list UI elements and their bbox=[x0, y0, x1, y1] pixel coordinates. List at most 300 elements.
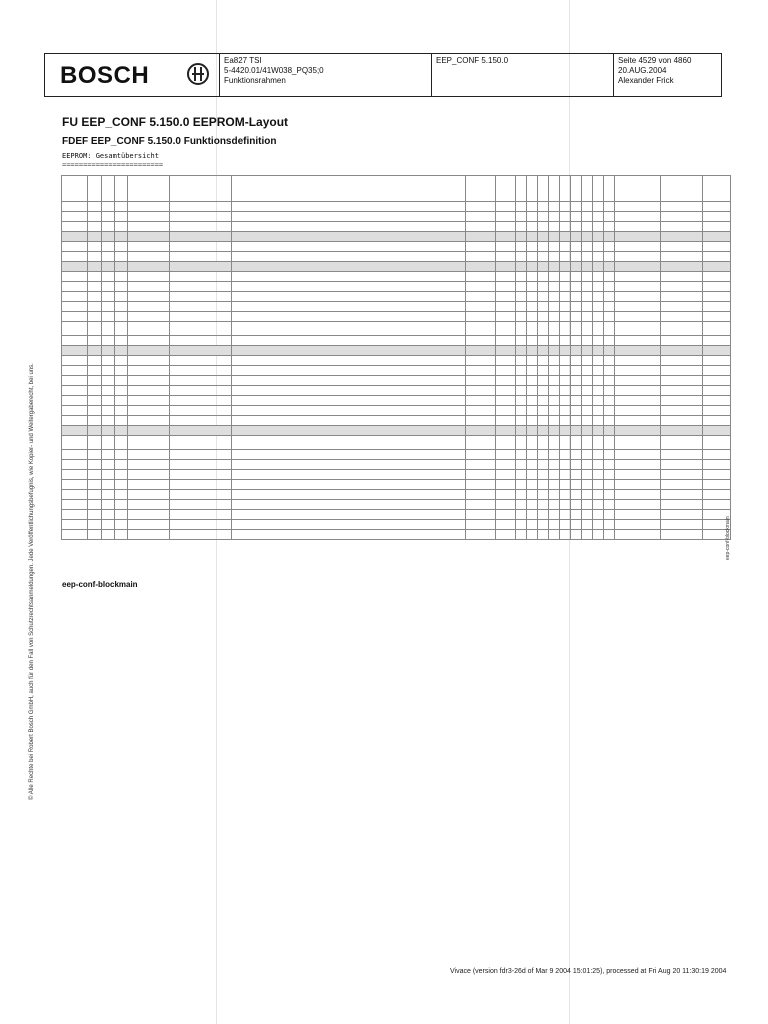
table-cell bbox=[527, 232, 538, 242]
table-cell bbox=[615, 242, 661, 252]
table-cell bbox=[549, 386, 560, 396]
table-cell bbox=[703, 406, 731, 416]
table-cell bbox=[703, 436, 731, 450]
table-cell bbox=[102, 480, 115, 490]
table-cell bbox=[549, 282, 560, 292]
table-cell bbox=[466, 426, 496, 436]
table-cell bbox=[115, 366, 128, 376]
table-cell bbox=[549, 366, 560, 376]
table-cell bbox=[593, 520, 604, 530]
table-cell bbox=[466, 450, 496, 460]
table-cell bbox=[170, 480, 232, 490]
table-cell bbox=[466, 252, 496, 262]
table-cell bbox=[62, 520, 88, 530]
table-cell bbox=[128, 490, 170, 500]
table-cell bbox=[571, 426, 582, 436]
table-cell bbox=[62, 262, 88, 272]
table-cell bbox=[466, 232, 496, 242]
table-cell bbox=[604, 450, 615, 460]
table-cell bbox=[115, 346, 128, 356]
table-cell bbox=[62, 322, 88, 336]
table-cell bbox=[538, 312, 549, 322]
table-cell bbox=[604, 302, 615, 312]
table-cell bbox=[466, 480, 496, 490]
table-cell bbox=[88, 312, 102, 322]
table-cell bbox=[62, 470, 88, 480]
table-cell bbox=[496, 450, 516, 460]
table-cell bbox=[527, 252, 538, 262]
table-cell bbox=[560, 252, 571, 262]
table-cell bbox=[593, 460, 604, 470]
table-cell bbox=[88, 436, 102, 450]
table-cell bbox=[703, 396, 731, 406]
table-cell bbox=[538, 520, 549, 530]
table-cell bbox=[102, 416, 115, 426]
column-header bbox=[466, 176, 496, 202]
table-cell bbox=[582, 322, 593, 336]
table-cell bbox=[62, 202, 88, 212]
table-cell bbox=[115, 242, 128, 252]
table-cell bbox=[703, 282, 731, 292]
table-cell bbox=[170, 530, 232, 540]
table-cell bbox=[571, 406, 582, 416]
table-cell bbox=[538, 222, 549, 232]
table-cell bbox=[88, 416, 102, 426]
table-cell bbox=[549, 480, 560, 490]
table-cell bbox=[102, 222, 115, 232]
table-cell bbox=[527, 356, 538, 366]
table-cell bbox=[232, 376, 466, 386]
table-cell bbox=[128, 426, 170, 436]
table-cell bbox=[516, 282, 527, 292]
table-cell bbox=[615, 510, 661, 520]
table-cell bbox=[102, 346, 115, 356]
table-cell bbox=[527, 406, 538, 416]
table-cell bbox=[115, 232, 128, 242]
table-cell bbox=[232, 302, 466, 312]
table-cell bbox=[102, 376, 115, 386]
table-cell bbox=[466, 346, 496, 356]
table-cell bbox=[128, 292, 170, 302]
table-cell bbox=[527, 242, 538, 252]
table-cell bbox=[115, 450, 128, 460]
table-cell bbox=[582, 232, 593, 242]
table-cell bbox=[516, 242, 527, 252]
column-header bbox=[582, 176, 593, 202]
doc-info-line: Ea827 TSI bbox=[224, 56, 262, 65]
table-cell bbox=[170, 460, 232, 470]
table-cell bbox=[170, 242, 232, 252]
table-cell bbox=[88, 396, 102, 406]
table-cell bbox=[661, 510, 703, 520]
table-cell bbox=[527, 366, 538, 376]
table-cell bbox=[496, 312, 516, 322]
table-cell bbox=[115, 322, 128, 336]
table-cell bbox=[466, 436, 496, 450]
table-cell bbox=[549, 202, 560, 212]
table-cell bbox=[466, 416, 496, 426]
table-cell bbox=[582, 252, 593, 262]
table-cell bbox=[88, 252, 102, 262]
table-cell bbox=[582, 312, 593, 322]
table-cell bbox=[593, 202, 604, 212]
table-cell bbox=[496, 470, 516, 480]
table-cell bbox=[604, 460, 615, 470]
table-cell bbox=[496, 282, 516, 292]
table-cell bbox=[604, 212, 615, 222]
table-cell bbox=[549, 212, 560, 222]
table-cell bbox=[88, 386, 102, 396]
table-cell bbox=[604, 356, 615, 366]
table-cell bbox=[62, 386, 88, 396]
table-cell bbox=[560, 500, 571, 510]
table-cell bbox=[571, 302, 582, 312]
table-cell bbox=[496, 530, 516, 540]
table-cell bbox=[571, 436, 582, 450]
table-cell bbox=[571, 460, 582, 470]
table-cell bbox=[128, 416, 170, 426]
table-cell bbox=[615, 336, 661, 346]
table-cell bbox=[466, 212, 496, 222]
table-cell bbox=[527, 530, 538, 540]
section-title: FDEF EEP_CONF 5.150.0 Funktionsdefinition bbox=[62, 136, 277, 147]
table-cell bbox=[549, 302, 560, 312]
table-cell bbox=[115, 386, 128, 396]
table-cell bbox=[604, 520, 615, 530]
table-cell bbox=[538, 322, 549, 336]
table-cell bbox=[527, 312, 538, 322]
table-cell bbox=[571, 262, 582, 272]
table-cell bbox=[102, 396, 115, 406]
table-cell bbox=[466, 470, 496, 480]
table-cell bbox=[466, 366, 496, 376]
table-cell bbox=[102, 302, 115, 312]
column-header bbox=[593, 176, 604, 202]
table-cell bbox=[115, 470, 128, 480]
column-header bbox=[571, 176, 582, 202]
table-cell bbox=[604, 262, 615, 272]
table-cell bbox=[170, 356, 232, 366]
table-cell bbox=[615, 312, 661, 322]
table-cell bbox=[115, 396, 128, 406]
table-cell bbox=[593, 346, 604, 356]
table-cell bbox=[466, 322, 496, 336]
table-cell bbox=[170, 272, 232, 282]
table-cell bbox=[516, 252, 527, 262]
table-cell bbox=[661, 376, 703, 386]
table-cell bbox=[516, 490, 527, 500]
table-cell bbox=[538, 282, 549, 292]
table-cell bbox=[549, 510, 560, 520]
table-cell bbox=[128, 356, 170, 366]
table-cell bbox=[232, 272, 466, 282]
eeprom-layout-table bbox=[61, 175, 731, 540]
table-cell bbox=[703, 426, 731, 436]
table-cell bbox=[88, 202, 102, 212]
table-cell bbox=[128, 376, 170, 386]
table-cell bbox=[102, 212, 115, 222]
table-cell bbox=[582, 500, 593, 510]
table-cell bbox=[62, 426, 88, 436]
table-cell bbox=[62, 312, 88, 322]
table-cell bbox=[232, 426, 466, 436]
table-cell bbox=[102, 292, 115, 302]
table-cell bbox=[661, 480, 703, 490]
table-cell bbox=[88, 450, 102, 460]
table-cell bbox=[128, 470, 170, 480]
table-cell bbox=[549, 396, 560, 406]
table-cell bbox=[115, 520, 128, 530]
table-cell bbox=[582, 336, 593, 346]
table-cell bbox=[466, 202, 496, 212]
table-cell bbox=[516, 470, 527, 480]
table-cell bbox=[232, 396, 466, 406]
table-row bbox=[62, 242, 731, 252]
table-cell bbox=[538, 202, 549, 212]
table-cell bbox=[527, 436, 538, 450]
table-cell bbox=[661, 262, 703, 272]
table-cell bbox=[170, 202, 232, 212]
table-cell bbox=[593, 302, 604, 312]
table-cell bbox=[593, 426, 604, 436]
table-cell bbox=[582, 272, 593, 282]
table-cell bbox=[593, 530, 604, 540]
table-cell bbox=[466, 356, 496, 366]
table-cell bbox=[571, 312, 582, 322]
table-cell bbox=[115, 212, 128, 222]
table-cell bbox=[615, 396, 661, 406]
table-cell bbox=[604, 530, 615, 540]
title-underline: ======================== bbox=[62, 161, 164, 169]
table-cell bbox=[496, 252, 516, 262]
table-cell bbox=[661, 302, 703, 312]
table-cell bbox=[102, 500, 115, 510]
table-cell bbox=[661, 396, 703, 406]
table-cell bbox=[496, 356, 516, 366]
table-cell bbox=[232, 500, 466, 510]
table-cell bbox=[102, 406, 115, 416]
table-cell bbox=[102, 282, 115, 292]
table-cell bbox=[527, 322, 538, 336]
table-cell bbox=[582, 480, 593, 490]
table-cell bbox=[593, 386, 604, 396]
table-cell bbox=[593, 470, 604, 480]
column-header bbox=[170, 176, 232, 202]
table-cell bbox=[128, 232, 170, 242]
table-cell bbox=[604, 366, 615, 376]
table-cell bbox=[571, 470, 582, 480]
table-cell bbox=[102, 322, 115, 336]
table-cell bbox=[527, 480, 538, 490]
table-cell bbox=[604, 396, 615, 406]
module-cell bbox=[431, 54, 613, 96]
table-cell bbox=[549, 376, 560, 386]
table-cell bbox=[571, 282, 582, 292]
table-cell bbox=[466, 222, 496, 232]
page-number: Seite 4529 von 4860 bbox=[618, 56, 692, 65]
table-cell bbox=[115, 282, 128, 292]
table-cell bbox=[102, 272, 115, 282]
table-cell bbox=[593, 490, 604, 500]
table-cell bbox=[115, 292, 128, 302]
table-row bbox=[62, 426, 731, 436]
table-cell bbox=[560, 386, 571, 396]
table-cell bbox=[516, 500, 527, 510]
table-cell bbox=[593, 282, 604, 292]
table-cell bbox=[703, 366, 731, 376]
figure-caption: eep-conf-blockmain bbox=[62, 580, 138, 589]
table-cell bbox=[703, 212, 731, 222]
table-cell bbox=[593, 336, 604, 346]
table-cell bbox=[703, 262, 731, 272]
table-cell bbox=[62, 480, 88, 490]
table-cell bbox=[62, 416, 88, 426]
table-cell bbox=[560, 346, 571, 356]
table-cell bbox=[88, 232, 102, 242]
table-cell bbox=[128, 450, 170, 460]
table-cell bbox=[615, 202, 661, 212]
table-cell bbox=[703, 416, 731, 426]
table-row bbox=[62, 252, 731, 262]
table-cell bbox=[88, 356, 102, 366]
column-header bbox=[527, 176, 538, 202]
table-row bbox=[62, 436, 731, 450]
table-row bbox=[62, 212, 731, 222]
table-cell bbox=[62, 252, 88, 262]
table-cell bbox=[703, 356, 731, 366]
table-cell bbox=[496, 322, 516, 336]
table-cell bbox=[560, 272, 571, 282]
table-cell bbox=[615, 346, 661, 356]
table-cell bbox=[62, 460, 88, 470]
table-cell bbox=[703, 242, 731, 252]
table-cell bbox=[604, 510, 615, 520]
table-cell bbox=[88, 366, 102, 376]
table-cell bbox=[62, 212, 88, 222]
copyright-notice: © Alle Rechte bei Robert Bosch GmbH, auch für den Fall von Schutzrechtsanmeldungen. Jede Veröffentlichungsbefugnis, wie Kopier- und Weitergaberecht, bei uns. bbox=[29, 363, 35, 800]
table-cell bbox=[571, 386, 582, 396]
table-cell bbox=[582, 530, 593, 540]
table-cell bbox=[516, 480, 527, 490]
table-cell bbox=[582, 520, 593, 530]
column-header bbox=[604, 176, 615, 202]
table-cell bbox=[560, 470, 571, 480]
table-cell bbox=[466, 292, 496, 302]
table-cell bbox=[102, 520, 115, 530]
column-header bbox=[560, 176, 571, 202]
column-header bbox=[516, 176, 527, 202]
table-cell bbox=[582, 356, 593, 366]
table-cell bbox=[170, 252, 232, 262]
table-cell bbox=[661, 322, 703, 336]
table-cell bbox=[703, 312, 731, 322]
table-cell bbox=[571, 510, 582, 520]
table-cell bbox=[549, 530, 560, 540]
table-cell bbox=[516, 386, 527, 396]
table-row bbox=[62, 366, 731, 376]
table-cell bbox=[571, 480, 582, 490]
table-cell bbox=[527, 520, 538, 530]
table-row bbox=[62, 416, 731, 426]
table-cell bbox=[496, 386, 516, 396]
table-cell bbox=[615, 406, 661, 416]
table-cell bbox=[88, 346, 102, 356]
table-cell bbox=[661, 222, 703, 232]
table-cell bbox=[88, 262, 102, 272]
table-cell bbox=[128, 322, 170, 336]
table-cell bbox=[527, 416, 538, 426]
table-cell bbox=[703, 470, 731, 480]
table-cell bbox=[703, 450, 731, 460]
table-cell bbox=[615, 322, 661, 336]
table-cell bbox=[571, 212, 582, 222]
table-cell bbox=[582, 292, 593, 302]
table-cell bbox=[496, 406, 516, 416]
table-cell bbox=[703, 322, 731, 336]
table-cell bbox=[615, 292, 661, 302]
table-cell bbox=[549, 436, 560, 450]
table-cell bbox=[549, 222, 560, 232]
table-cell bbox=[538, 242, 549, 252]
table-cell bbox=[88, 242, 102, 252]
table-cell bbox=[538, 426, 549, 436]
table-cell bbox=[604, 202, 615, 212]
table-cell bbox=[593, 232, 604, 242]
table-cell bbox=[115, 416, 128, 426]
table-cell bbox=[582, 212, 593, 222]
table-cell bbox=[549, 322, 560, 336]
table-cell bbox=[88, 292, 102, 302]
table-row bbox=[62, 202, 731, 212]
table-cell bbox=[516, 366, 527, 376]
table-cell bbox=[527, 386, 538, 396]
table-cell bbox=[582, 416, 593, 426]
table-cell bbox=[170, 292, 232, 302]
table-cell bbox=[593, 222, 604, 232]
table-cell bbox=[560, 356, 571, 366]
table-cell bbox=[232, 490, 466, 500]
table-cell bbox=[466, 386, 496, 396]
table-cell bbox=[703, 346, 731, 356]
table-cell bbox=[496, 366, 516, 376]
table-cell bbox=[560, 426, 571, 436]
table-cell bbox=[170, 302, 232, 312]
table-cell bbox=[170, 386, 232, 396]
table-cell bbox=[516, 212, 527, 222]
table-cell bbox=[615, 252, 661, 262]
table-cell bbox=[571, 530, 582, 540]
table-cell bbox=[115, 252, 128, 262]
table-cell bbox=[88, 480, 102, 490]
table-cell bbox=[538, 436, 549, 450]
table-cell bbox=[496, 510, 516, 520]
table-cell bbox=[538, 252, 549, 262]
table-cell bbox=[549, 312, 560, 322]
table-cell bbox=[466, 272, 496, 282]
table-cell bbox=[232, 346, 466, 356]
table-cell bbox=[538, 460, 549, 470]
table-cell bbox=[582, 510, 593, 520]
table-cell bbox=[703, 272, 731, 282]
table-cell bbox=[496, 396, 516, 406]
table-cell bbox=[560, 480, 571, 490]
table-cell bbox=[582, 470, 593, 480]
table-cell bbox=[571, 376, 582, 386]
table-cell bbox=[538, 366, 549, 376]
table-cell bbox=[62, 242, 88, 252]
table-cell bbox=[527, 346, 538, 356]
table-cell bbox=[615, 450, 661, 460]
